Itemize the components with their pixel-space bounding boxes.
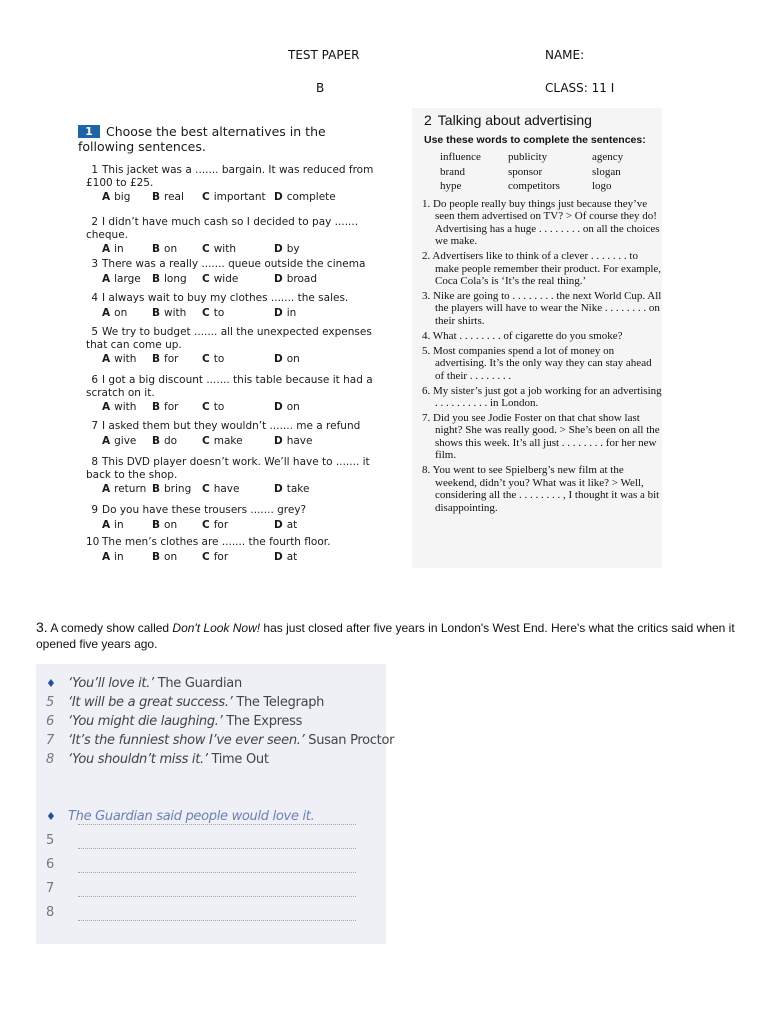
- option-letter: B: [152, 272, 161, 285]
- question-stem: I asked them but they wouldn’t ....... me a refund: [102, 420, 361, 432]
- answer-options: [86, 435, 378, 448]
- answer-line[interactable]: [46, 905, 386, 923]
- answer-number: 5: [46, 833, 55, 848]
- question-number: 5: [91, 326, 98, 338]
- section-1-title: 1 Choose the best alternatives in the following sentences.: [78, 124, 326, 154]
- test-variant: B: [316, 81, 325, 95]
- gap-fill-sentence: 7. Did you see Jodie Foster on that chat show last night? She was really good. > She’s been on all the shows this week. It’s all just . . . . . . . . for her new film.: [422, 412, 660, 462]
- answer-option[interactable]: [152, 243, 177, 256]
- question-number: 3: [91, 258, 98, 270]
- question-item: [86, 536, 378, 564]
- section-2-heading: 2 Talking about advertising: [424, 112, 592, 128]
- vocabulary-word: logo: [592, 180, 612, 192]
- section-3-number: 3.: [36, 619, 48, 635]
- answer-option[interactable]: [102, 435, 136, 448]
- dotted-writing-line: [78, 872, 356, 873]
- answer-options: [86, 307, 378, 320]
- section-3-quotes-box: [36, 664, 395, 944]
- gap-fill-sentence: 1. Do people really buy things just because they’ve seen them advertised on TV? > Of course they do! Advertising has a huge . . . . . . . . on all the choices we make.: [422, 198, 660, 248]
- option-letter: D: [274, 401, 283, 413]
- option-text: in: [114, 550, 124, 563]
- answer-option[interactable]: [102, 551, 124, 564]
- dotted-writing-line: [78, 920, 356, 921]
- quote-source: The Express: [222, 714, 303, 729]
- option-letter: D: [274, 353, 283, 365]
- answer-option[interactable]: [202, 191, 266, 204]
- answer-option[interactable]: [274, 307, 296, 320]
- answer-line[interactable]: [46, 833, 386, 851]
- option-text: in: [286, 306, 297, 319]
- answer-options: [86, 353, 378, 366]
- answer-option[interactable]: [202, 243, 236, 256]
- question-item: [86, 292, 378, 320]
- option-letter: A: [102, 550, 111, 563]
- answer-number: 7: [46, 881, 55, 896]
- critic-quote: [46, 733, 394, 748]
- answer-option[interactable]: [202, 519, 228, 532]
- gap-fill-sentence: 5. Most companies spend a lot of money on advertising. It’s the only way they can stay ahead of their . . . . . . . .: [422, 344, 652, 382]
- sentence-list: [422, 198, 662, 517]
- answer-option[interactable]: [102, 273, 141, 286]
- question-stem: Do you have these trousers ....... grey?: [102, 504, 307, 516]
- option-letter: D: [274, 243, 283, 255]
- section-3-intro: 3. A comedy show called Don't Look Now! has just closed after five years in London's West End. Here's what the critics said when it opened five years ago.: [36, 619, 735, 651]
- diamond-bullet-icon: ♦: [46, 810, 56, 823]
- quote-number: 6: [46, 714, 54, 729]
- question-text: [86, 374, 378, 399]
- dotted-writing-line: [78, 896, 356, 897]
- option-text: to: [213, 401, 225, 413]
- question-item: [86, 258, 378, 286]
- quote-text: ‘You’ll love it.’: [68, 676, 154, 691]
- option-text: on: [164, 518, 178, 531]
- option-letter: A: [102, 243, 111, 255]
- question-number: 4: [91, 292, 98, 304]
- gap-fill-sentence: 3. Nike are going to . . . . . . . . the next World Cup. All the players will have to wear the Nike . . . . . . . . on their shirts.: [422, 290, 662, 327]
- option-letter: A: [102, 353, 111, 365]
- answer-option[interactable]: [152, 483, 191, 496]
- answer-option[interactable]: [274, 519, 297, 532]
- option-text: on: [286, 401, 300, 413]
- answer-option[interactable]: [202, 307, 224, 320]
- answer-line[interactable]: [46, 857, 386, 875]
- critic-quote: [46, 752, 269, 767]
- option-text: have: [213, 483, 240, 495]
- diamond-bullet-icon: ♦: [46, 677, 56, 690]
- answer-option[interactable]: [274, 353, 300, 366]
- answer-line: [46, 809, 386, 827]
- answer-option[interactable]: [152, 273, 187, 286]
- answer-option[interactable]: [274, 551, 297, 564]
- quote-number: 5: [46, 695, 54, 710]
- quote-number: 7: [46, 733, 54, 748]
- option-text: for: [164, 401, 179, 413]
- answer-option[interactable]: [202, 483, 239, 496]
- name-label: NAME:: [545, 48, 585, 62]
- option-text: take: [286, 483, 310, 495]
- answer-option[interactable]: [152, 191, 184, 204]
- question-text: [86, 292, 378, 305]
- option-letter: C: [202, 243, 210, 255]
- option-letter: C: [202, 191, 210, 203]
- test-paper-title: TEST PAPER: [288, 48, 360, 62]
- option-letter: B: [152, 401, 161, 413]
- option-letter: B: [152, 434, 161, 447]
- section-2-advertising: [412, 108, 662, 568]
- option-text: give: [114, 434, 137, 447]
- critic-quote: [46, 695, 324, 710]
- option-letter: C: [202, 483, 210, 495]
- quote-number: 8: [46, 752, 54, 767]
- option-letter: C: [202, 272, 210, 285]
- answer-option[interactable]: [274, 401, 300, 414]
- option-text: bring: [164, 483, 192, 495]
- quote-source: The Guardian: [153, 676, 242, 691]
- option-letter: B: [152, 306, 161, 319]
- critic-quote: [46, 714, 302, 729]
- answer-options: [86, 273, 378, 286]
- option-text: with: [114, 353, 137, 365]
- vocabulary-word: influence: [440, 151, 481, 163]
- answer-option[interactable]: [274, 191, 336, 204]
- question-text: [86, 216, 378, 241]
- question-item: [86, 326, 378, 366]
- option-text: at: [286, 550, 298, 563]
- gap-fill-sentence: 8. You went to see Spielberg’s new film at the weekend, didn’t you? What was it like? > Well, considering all the . . . . . . . . , I thought it was a bit disappointing.: [422, 464, 660, 514]
- answer-option[interactable]: [274, 243, 300, 256]
- answer-option[interactable]: [152, 551, 177, 564]
- option-letter: C: [202, 306, 210, 319]
- class-label: CLASS: 11 I: [545, 81, 615, 95]
- answer-option[interactable]: [102, 353, 136, 366]
- option-letter: A: [102, 401, 111, 413]
- question-item: [86, 374, 378, 414]
- option-letter: B: [152, 243, 161, 255]
- answer-option[interactable]: [202, 273, 238, 286]
- question-text: [86, 456, 378, 481]
- quote-source: The Telegraph: [232, 695, 325, 710]
- question-text: [86, 258, 378, 271]
- gap-fill-sentence: 2. Advertisers like to think of a clever . . . . . . . to make people remember their product. For example, Coca Cola’s is ‘It’s the real thing.’: [422, 250, 662, 288]
- option-text: with: [114, 401, 137, 413]
- vocabulary-word: agency: [592, 151, 624, 163]
- answer-options: [86, 243, 378, 256]
- option-text: for: [213, 518, 229, 531]
- option-text: at: [286, 518, 298, 531]
- section-1-multiple-choice: [78, 124, 378, 563]
- answer-option[interactable]: [102, 401, 136, 414]
- option-letter: B: [152, 191, 161, 203]
- answer-option[interactable]: [274, 435, 312, 448]
- option-letter: D: [274, 306, 283, 319]
- option-text: large: [114, 272, 141, 285]
- option-text: return: [114, 483, 147, 495]
- option-letter: D: [274, 518, 283, 531]
- option-text: on: [164, 243, 178, 255]
- question-item: [86, 420, 378, 448]
- question-number: 1: [91, 164, 98, 176]
- option-letter: A: [102, 434, 111, 447]
- option-letter: A: [102, 306, 111, 319]
- answer-option[interactable]: [274, 483, 309, 496]
- answer-options: [86, 483, 378, 496]
- option-letter: C: [202, 401, 210, 413]
- question-number: 9: [91, 504, 98, 516]
- question-stem: I got a big discount ....... this table because it had a scratch on it.: [86, 374, 373, 399]
- example-answer: The Guardian said people would love it.: [68, 809, 315, 824]
- answer-number: 6: [46, 857, 55, 872]
- question-number: 6: [91, 374, 98, 386]
- section-2-instruction: Use these words to complete the sentences:: [424, 134, 646, 146]
- exercise-number-badge: 1: [78, 125, 100, 138]
- answer-option[interactable]: [202, 353, 224, 366]
- answer-option[interactable]: [274, 273, 317, 286]
- quote-source: Time Out: [207, 752, 269, 767]
- answer-option[interactable]: [102, 307, 127, 320]
- question-stem: This DVD player doesn’t work. We’ll have to ....... it back to the shop.: [86, 456, 370, 481]
- answer-options: [86, 191, 378, 204]
- vocabulary-word: competitors: [508, 180, 560, 192]
- option-text: have: [286, 434, 313, 447]
- question-text: [86, 536, 378, 549]
- question-item: [86, 504, 378, 532]
- option-letter: B: [152, 518, 161, 531]
- answer-option[interactable]: [152, 307, 186, 320]
- question-stem: I didn’t have much cash so I decided to pay ....... cheque.: [86, 216, 359, 241]
- question-number: 7: [91, 420, 98, 432]
- gap-fill-sentence: 4. What . . . . . . . . of cigarette do you smoke?: [422, 329, 623, 342]
- question-item: [86, 216, 378, 256]
- option-letter: D: [274, 434, 283, 447]
- option-text: on: [164, 550, 178, 563]
- option-letter: D: [274, 272, 283, 285]
- quote-text: ‘You might die laughing.’: [68, 714, 223, 729]
- option-letter: B: [152, 550, 161, 563]
- vocabulary-word: brand: [440, 165, 466, 178]
- option-text: on: [286, 353, 300, 365]
- answer-option[interactable]: [102, 519, 124, 532]
- option-letter: C: [202, 550, 210, 563]
- option-letter: B: [152, 483, 161, 495]
- option-text: for: [213, 550, 229, 563]
- answer-option[interactable]: [102, 243, 124, 256]
- option-letter: D: [274, 483, 283, 495]
- answer-number: 8: [46, 905, 55, 920]
- answer-option[interactable]: [152, 435, 177, 448]
- dotted-writing-line: [78, 824, 356, 825]
- question-text: [86, 504, 378, 517]
- critic-quote: [46, 676, 242, 691]
- option-letter: A: [102, 272, 111, 285]
- option-letter: C: [202, 518, 210, 531]
- question-stem: The men’s clothes are ....... the fourth floor.: [102, 536, 331, 548]
- quote-source: Susan Proctor: [304, 733, 395, 748]
- option-text: to: [213, 306, 225, 319]
- answer-option[interactable]: [202, 401, 224, 414]
- vocabulary-word: publicity: [508, 151, 548, 163]
- answer-options: [86, 519, 378, 532]
- option-letter: D: [274, 191, 283, 203]
- option-text: with: [164, 306, 187, 319]
- answer-option[interactable]: [102, 483, 146, 496]
- option-letter: C: [202, 353, 210, 365]
- dotted-writing-line: [78, 848, 356, 849]
- question-stem: There was a really ....... queue outside the cinema: [102, 258, 366, 270]
- answer-options: [86, 401, 378, 414]
- quote-text: ‘It will be a great success.’: [68, 695, 233, 710]
- question-item: [86, 164, 378, 204]
- question-stem: We try to budget ....... all the unexpected expenses that can come up.: [86, 326, 372, 351]
- vocabulary-word: hype: [440, 180, 462, 192]
- question-number: 2: [91, 216, 98, 228]
- option-text: on: [114, 306, 128, 319]
- answer-option[interactable]: [102, 191, 130, 204]
- option-text: do: [164, 434, 178, 447]
- option-text: make: [213, 434, 243, 447]
- option-text: complete: [286, 191, 336, 203]
- option-text: big: [114, 191, 131, 203]
- answer-option[interactable]: [152, 353, 178, 366]
- option-letter: A: [102, 483, 111, 495]
- option-text: real: [164, 191, 184, 203]
- option-text: to: [213, 353, 225, 365]
- answer-line[interactable]: [46, 881, 386, 899]
- option-text: in: [114, 518, 124, 531]
- vocabulary-word: sponsor: [508, 165, 543, 178]
- quote-text: ‘It’s the funniest show I’ve ever seen.’: [68, 733, 305, 748]
- answer-option[interactable]: [152, 519, 177, 532]
- option-text: in: [114, 243, 124, 255]
- option-text: by: [286, 243, 300, 255]
- option-text: important: [213, 191, 266, 203]
- option-letter: D: [274, 550, 283, 563]
- answer-option[interactable]: [202, 551, 228, 564]
- option-text: with: [213, 243, 236, 255]
- option-letter: C: [202, 434, 210, 447]
- question-text: [86, 326, 378, 351]
- option-text: long: [164, 272, 187, 285]
- option-letter: B: [152, 353, 161, 365]
- question-number: 10: [86, 536, 100, 548]
- question-stem: I always wait to buy my clothes ....... the sales.: [102, 292, 349, 304]
- option-text: broad: [286, 272, 317, 285]
- question-stem: This jacket was a ....... bargain. It was reduced from £100 to £25.: [86, 164, 374, 189]
- question-text: [86, 164, 378, 189]
- quote-text: ‘You shouldn’t miss it.’: [68, 752, 208, 767]
- question-item: [86, 456, 378, 496]
- question-number: 8: [91, 456, 98, 468]
- option-text: for: [164, 353, 179, 365]
- option-text: wide: [213, 272, 239, 285]
- option-letter: A: [102, 191, 111, 203]
- option-letter: A: [102, 518, 111, 531]
- answer-option[interactable]: [202, 435, 243, 448]
- question-text: [86, 420, 378, 433]
- vocabulary-word: slogan: [592, 165, 621, 178]
- show-title: Don't Look Now!: [172, 621, 261, 635]
- gap-fill-sentence: 6. My sister’s just got a job working for an advertising . . . . . . . . . . in London.: [422, 384, 662, 410]
- answer-option[interactable]: [152, 401, 178, 414]
- answer-options: [86, 551, 378, 564]
